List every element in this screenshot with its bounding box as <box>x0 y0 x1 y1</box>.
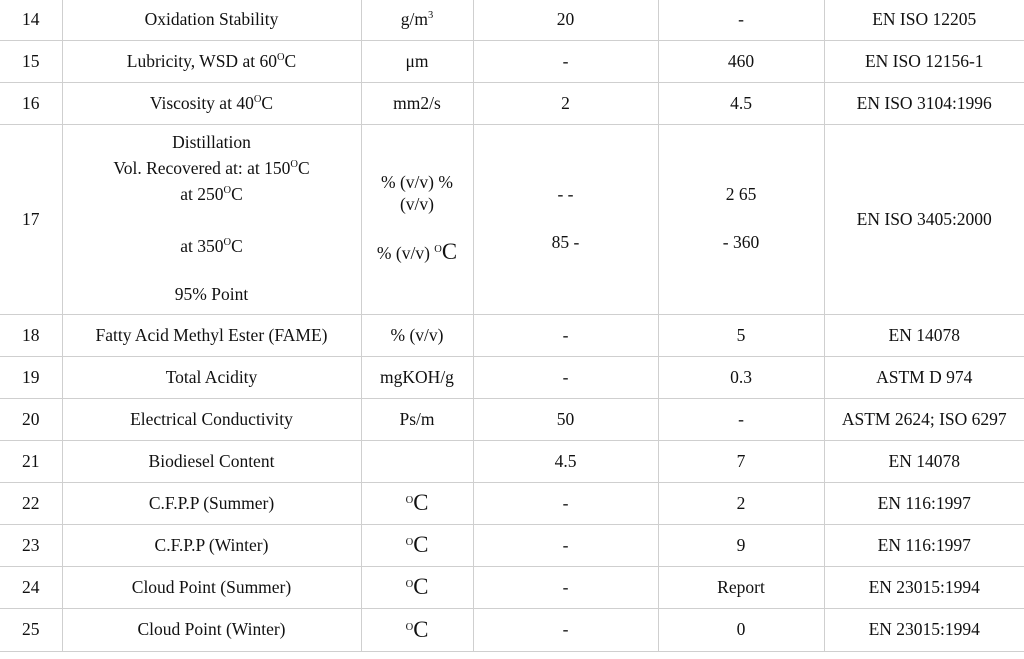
table-row <box>0 398 1024 440</box>
row-number: 14 <box>0 0 62 40</box>
table-row <box>0 356 1024 398</box>
unit-cell: Ps/m <box>361 398 473 440</box>
method-cell: EN 116:1997 <box>824 482 1024 524</box>
unit-cell: $^O$C <box>361 608 473 651</box>
table-row <box>0 124 1024 314</box>
max-cell: 0.3 <box>658 356 824 398</box>
row-number: 21 <box>0 440 62 482</box>
min-cell: 50 <box>473 398 658 440</box>
table-row <box>0 482 1024 524</box>
row-number: 20 <box>0 398 62 440</box>
table-row <box>0 440 1024 482</box>
min-cell: - <box>473 608 658 651</box>
unit-cell: % (v/v) % (v/v) % (v/v) $^O$C <box>361 124 473 314</box>
max-cell: 4.5 <box>658 82 824 124</box>
unit-cell: $g/m^3$ <box>361 0 473 40</box>
max-cell: - <box>658 398 824 440</box>
distillation-line-350: at $350^OC$ <box>180 235 243 256</box>
method-cell: ASTM 2624; ISO 6297 <box>824 398 1024 440</box>
property-cell: Viscosity at $40^OC$ <box>62 82 361 124</box>
table-row <box>0 608 1024 651</box>
max-cell: 9 <box>658 524 824 566</box>
row-number: 23 <box>0 524 62 566</box>
table-row <box>0 566 1024 608</box>
min-cell: - - 85 - <box>473 124 658 314</box>
property-cell: Fatty Acid Methyl Ester (FAME) <box>62 314 361 356</box>
min-cell: - <box>473 40 658 82</box>
row-number: 25 <box>0 608 62 651</box>
unit-cell: $^O$C <box>361 566 473 608</box>
distillation-line-150: Vol. Recovered at: at $150^OC$ <box>113 158 310 179</box>
method-cell: EN ISO 12205 <box>824 0 1024 40</box>
min-cell: - <box>473 482 658 524</box>
unit-cell <box>361 440 473 482</box>
table-row <box>0 314 1024 356</box>
unit-cell: $^O$C <box>361 482 473 524</box>
method-cell: EN 23015:1994 <box>824 566 1024 608</box>
min-cell: - <box>473 566 658 608</box>
max-cell: 5 <box>658 314 824 356</box>
row-number: 24 <box>0 566 62 608</box>
row-number: 18 <box>0 314 62 356</box>
max-cell: 2 <box>658 482 824 524</box>
property-cell: Total Acidity <box>62 356 361 398</box>
unit-cell: mm2/s <box>361 82 473 124</box>
property-cell: Oxidation Stability <box>62 0 361 40</box>
property-cell: C.F.P.P (Summer) <box>62 482 361 524</box>
max-cell: 7 <box>658 440 824 482</box>
property-cell: Cloud Point (Summer) <box>62 566 361 608</box>
property-cell: C.F.P.P (Winter) <box>62 524 361 566</box>
distillation-line-95: 95% Point <box>174 283 249 304</box>
method-cell: EN 23015:1994 <box>824 608 1024 651</box>
distillation-line-250: at $250^OC$ <box>180 184 243 205</box>
row-number: 16 <box>0 82 62 124</box>
method-cell: ASTM D 974 <box>824 356 1024 398</box>
property-cell: Electrical Conductivity <box>62 398 361 440</box>
property-cell: Cloud Point (Winter) <box>62 608 361 651</box>
row-number: 22 <box>0 482 62 524</box>
method-cell: EN ISO 12156-1 <box>824 40 1024 82</box>
method-cell: EN 116:1997 <box>824 524 1024 566</box>
table-row <box>0 40 1024 82</box>
min-cell: - <box>473 524 658 566</box>
max-cell: 460 <box>658 40 824 82</box>
row-number: 17 <box>0 124 62 314</box>
unit-cell: mgKOH/g <box>361 356 473 398</box>
max-cell: 2 65 - 360 <box>658 124 824 314</box>
max-cell: 0 <box>658 608 824 651</box>
unit-cell: $^O$C <box>361 524 473 566</box>
min-cell: - <box>473 356 658 398</box>
method-cell: EN 14078 <box>824 314 1024 356</box>
min-cell: 20 <box>473 0 658 40</box>
max-cell: Report <box>658 566 824 608</box>
min-cell: - <box>473 314 658 356</box>
row-number: 19 <box>0 356 62 398</box>
table-row <box>0 0 1024 40</box>
table-row <box>0 82 1024 124</box>
property-cell <box>62 124 361 314</box>
unit-cell: % (v/v) <box>361 314 473 356</box>
property-cell: Biodiesel Content <box>62 440 361 482</box>
unit-cell: μm <box>361 40 473 82</box>
min-cell: 2 <box>473 82 658 124</box>
distillation-heading: Distillation <box>172 132 251 153</box>
max-cell: - <box>658 0 824 40</box>
property-cell: Lubricity, WSD at $60^OC$ <box>62 40 361 82</box>
method-cell: EN 14078 <box>824 440 1024 482</box>
method-cell: EN ISO 3104:1996 <box>824 82 1024 124</box>
method-cell: EN ISO 3405:2000 <box>824 124 1024 314</box>
table-row <box>0 524 1024 566</box>
min-cell: 4.5 <box>473 440 658 482</box>
row-number: 15 <box>0 40 62 82</box>
